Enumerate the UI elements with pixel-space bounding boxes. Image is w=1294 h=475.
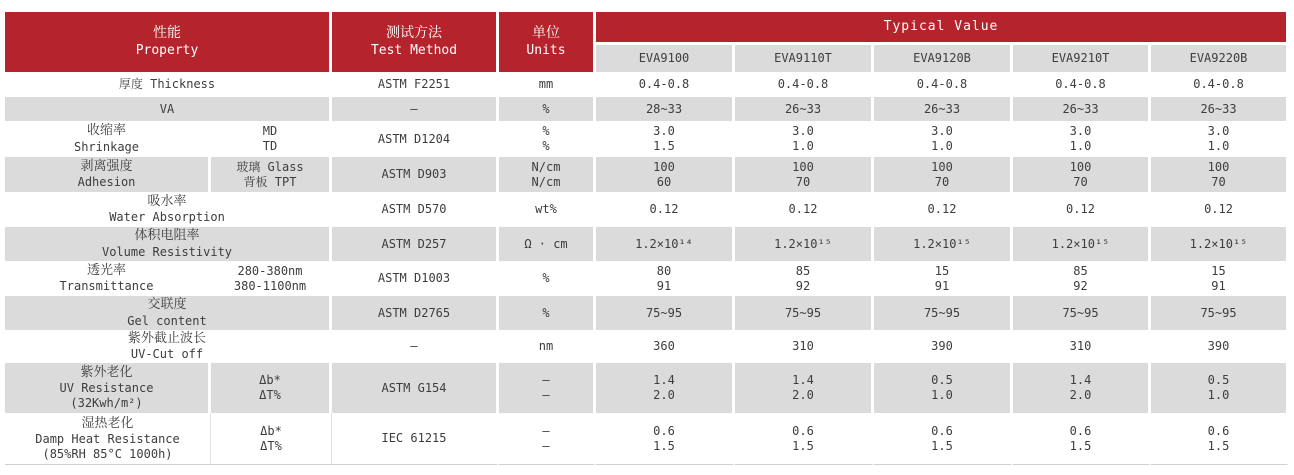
cell-line: ASTM D570 (381, 202, 447, 216)
value-cell (1013, 121, 1151, 157)
value-cell (735, 157, 874, 192)
cell-line: – (542, 423, 550, 438)
col-header-units (499, 12, 596, 72)
value-cell (1151, 330, 1289, 363)
cell-line: 360 (653, 339, 675, 354)
cell-line: 85 (1073, 263, 1088, 278)
cell-line: Gel content (127, 313, 207, 328)
cell-line: 收缩率 (86, 123, 126, 139)
cell-line: 2.0 (792, 388, 814, 403)
spec-table (5, 12, 1289, 465)
value-cell (596, 413, 735, 465)
col-header-product: EVA9220B (1151, 45, 1289, 72)
cell-line: 100 (1207, 159, 1230, 174)
cell-line: 1.4 (792, 373, 814, 388)
value-cell (1151, 227, 1289, 261)
cell-line: 1.4 (653, 373, 675, 388)
cell-line: 75~95 (784, 305, 822, 320)
cell-line: 100 (1069, 159, 1092, 174)
test-method-cell (332, 261, 499, 296)
table-row (5, 121, 1289, 157)
cell-line: 100 (653, 159, 675, 174)
cell-line: 0.12 (649, 202, 679, 216)
value-cell (874, 261, 1013, 296)
cell-line: 1.5 (1207, 438, 1230, 453)
value-cell (1013, 192, 1151, 227)
cell-line: (32Kwh/m²) (70, 396, 143, 411)
cell-line: 厚度 Thickness (118, 77, 216, 91)
cell-line: 85 (795, 263, 811, 278)
units-cell (499, 192, 596, 227)
units-header-en: Units (526, 42, 566, 58)
cell-line: 70 (934, 174, 950, 189)
cell-line: 1.0 (792, 139, 814, 153)
cell-line: 70 (795, 174, 811, 189)
cell-line: 100 (931, 159, 953, 174)
value-cell (735, 192, 874, 227)
cell-line: 1.5 (931, 438, 953, 453)
cell-line: 吸水率 (147, 193, 187, 209)
cell-line: 1.5 (653, 438, 675, 453)
cell-line: UV Resistance (59, 381, 154, 396)
cell-line: MD (262, 124, 278, 138)
property-cell (5, 121, 211, 157)
cell-line: 100 (792, 159, 814, 174)
cell-line: 1.0 (1207, 139, 1230, 153)
cell-line: TD (262, 139, 278, 153)
value-cell (874, 97, 1013, 121)
property-cell (5, 363, 211, 413)
cell-line: 280-380nm (237, 263, 303, 278)
cell-line: Shrinkage (73, 139, 140, 154)
cell-line: 1.4 (1069, 373, 1092, 388)
cell-line: 1.2×10¹⁵ (913, 236, 971, 251)
col-header-product: EVA9100 (596, 45, 735, 72)
cell-line: ASTM F2251 (377, 77, 451, 91)
units-cell (499, 157, 596, 192)
cell-line: 1.0 (931, 139, 953, 153)
units-cell (499, 227, 596, 261)
property-cell (5, 261, 211, 296)
cell-line: – (542, 438, 550, 453)
test-method-cell (332, 363, 499, 413)
cell-line: 92 (1073, 278, 1088, 293)
table-row (5, 72, 1289, 97)
header-row-main (5, 12, 1289, 45)
cell-line: N/cm (531, 174, 561, 189)
cell-line: 26~33 (1200, 101, 1237, 116)
cell-line: 0.4-0.8 (638, 77, 690, 91)
property-cell (5, 413, 211, 465)
cell-line: 390 (931, 339, 953, 354)
test-method-header-en: Test Method (370, 42, 458, 58)
value-cell (1013, 227, 1151, 261)
cell-line: 3.0 (792, 124, 814, 138)
value-cell (596, 192, 735, 227)
cell-line: 380-1100nm (233, 278, 307, 293)
cell-line: (85%RH 85°C 1000h) (42, 446, 173, 461)
value-cell (1013, 363, 1151, 413)
cell-line: 玻璃 Glass (236, 159, 304, 174)
value-cell (1013, 296, 1151, 330)
property-cell (5, 72, 332, 97)
value-cell (596, 261, 735, 296)
property-cell (5, 296, 332, 330)
cell-line: 75~95 (923, 305, 961, 320)
value-cell (596, 72, 735, 97)
units-cell (499, 121, 596, 157)
value-cell (874, 363, 1013, 413)
value-cell (596, 330, 735, 363)
cell-line: 70 (1073, 174, 1088, 189)
value-cell (874, 192, 1013, 227)
cell-line: UV-Cut off (130, 347, 204, 362)
value-cell (735, 363, 874, 413)
test-method-cell (332, 296, 499, 330)
cell-line: 0.6 (653, 423, 675, 438)
cell-line: Damp Heat Resistance (35, 431, 180, 446)
value-cell (1151, 363, 1289, 413)
cell-line: ASTM D1204 (377, 131, 451, 146)
cell-line: 0.12 (927, 202, 957, 216)
cell-line: 91 (656, 278, 672, 293)
units-cell (499, 296, 596, 330)
value-cell (1151, 97, 1289, 121)
cell-line: 3.0 (931, 124, 953, 138)
cell-line: Volume Resistivity (101, 244, 233, 259)
cell-line: 1.5 (1069, 438, 1092, 453)
table-row (5, 157, 1289, 192)
property-cell (5, 330, 332, 363)
cell-line: – (542, 388, 550, 403)
cell-line: 0.6 (1207, 423, 1230, 438)
cell-line: Δb* (260, 423, 282, 438)
cell-line: 1.0 (1207, 388, 1230, 403)
value-cell (735, 261, 874, 296)
test-method-cell (332, 227, 499, 261)
cell-line: mm (538, 77, 554, 91)
cell-line: – (410, 339, 418, 354)
cell-line: 92 (795, 278, 811, 293)
cell-line: 26~33 (1062, 101, 1099, 116)
test-method-cell (332, 97, 499, 121)
table-row (5, 296, 1289, 330)
cell-line: 透光率 (86, 262, 126, 278)
cell-line: 0.6 (931, 423, 953, 438)
table-body (5, 72, 1289, 465)
table-row (5, 261, 1289, 296)
value-cell (1013, 261, 1151, 296)
cell-line: 310 (792, 339, 814, 354)
col-header-product: EVA9110T (735, 45, 874, 72)
col-header-typical-value: Typical Value (596, 12, 1289, 45)
cell-line: % (542, 271, 550, 285)
table-row (5, 192, 1289, 227)
cell-line: 2.0 (653, 388, 675, 403)
cell-line: Δb* (259, 373, 281, 388)
cell-line: 0.5 (931, 373, 953, 388)
cell-line: 0.12 (1204, 202, 1233, 216)
cell-line: 体积电阻率 (134, 228, 200, 244)
value-cell (596, 296, 735, 330)
value-cell (1151, 72, 1289, 97)
test-method-cell (332, 413, 499, 465)
cell-line: 1.2×10¹⁵ (774, 236, 832, 251)
cell-line: 75~95 (1062, 305, 1099, 320)
sub-property-cell (211, 413, 332, 465)
value-cell (735, 97, 874, 121)
cell-line: 91 (934, 278, 950, 293)
sub-property-cell (211, 261, 332, 296)
cell-line: 75~95 (1200, 305, 1237, 320)
cell-line: N/cm (531, 159, 561, 174)
sub-property-cell (211, 363, 332, 413)
cell-line: nm (538, 339, 554, 354)
cell-line: 0.4-0.8 (916, 77, 968, 91)
property-header-en: Property (135, 42, 199, 58)
test-method-cell (332, 330, 499, 363)
value-cell (874, 121, 1013, 157)
cell-line: 0.12 (788, 202, 818, 216)
value-cell (735, 330, 874, 363)
value-cell (596, 121, 735, 157)
cell-line: 26~33 (923, 101, 961, 116)
value-cell (874, 157, 1013, 192)
test-method-cell (332, 72, 499, 97)
cell-line: 75~95 (645, 305, 683, 320)
property-header-zh: 性能 (153, 25, 181, 42)
cell-line: % (542, 124, 550, 138)
table-row (5, 413, 1289, 465)
value-cell (735, 72, 874, 97)
sub-property-cell (211, 157, 332, 192)
cell-line: ASTM D903 (381, 167, 447, 181)
cell-line: 390 (1207, 339, 1230, 354)
value-cell (874, 296, 1013, 330)
value-cell (596, 157, 735, 192)
units-cell (499, 72, 596, 97)
units-cell (499, 330, 596, 363)
cell-line: 剥离强度 (80, 158, 133, 174)
test-method-cell (332, 121, 499, 157)
cell-line: – (542, 373, 550, 388)
units-cell (499, 261, 596, 296)
cell-line: 2.0 (1069, 388, 1092, 403)
cell-line: 0.4-0.8 (1193, 77, 1244, 91)
cell-line: ASTM D1003 (377, 271, 451, 285)
value-cell (596, 227, 735, 261)
cell-line: 1.0 (931, 388, 953, 403)
cell-line: 0.5 (1207, 373, 1230, 388)
test-method-cell (332, 192, 499, 227)
value-cell (735, 296, 874, 330)
cell-line: 1.2×10¹⁴ (635, 236, 693, 251)
cell-line: 1.0 (1069, 139, 1092, 153)
value-cell (1151, 121, 1289, 157)
cell-line: 310 (1069, 339, 1092, 354)
cell-line: ΔT% (259, 388, 281, 403)
value-cell (735, 227, 874, 261)
value-cell (1151, 296, 1289, 330)
value-cell (1013, 330, 1151, 363)
cell-line: 60 (656, 174, 672, 189)
value-cell (1151, 261, 1289, 296)
value-cell (1151, 413, 1289, 465)
units-header-zh: 单位 (532, 25, 560, 42)
sub-property-cell (211, 121, 332, 157)
cell-line: 70 (1211, 174, 1226, 189)
value-cell (874, 72, 1013, 97)
cell-line: 15 (1211, 263, 1226, 278)
cell-line: 0.6 (792, 423, 814, 438)
value-cell (735, 413, 874, 465)
col-header-product: EVA9120B (874, 45, 1013, 72)
col-header-test-method (332, 12, 499, 72)
cell-line: % (542, 305, 550, 320)
cell-line: 3.0 (653, 124, 675, 138)
property-cell (5, 192, 332, 227)
value-cell (1013, 157, 1151, 192)
test-method-header-zh: 测试方法 (386, 25, 442, 42)
cell-line: Ω · cm (524, 236, 568, 251)
units-cell (499, 413, 596, 465)
value-cell (1151, 157, 1289, 192)
value-cell (596, 363, 735, 413)
property-cell (5, 227, 332, 261)
cell-line: VA (159, 101, 175, 116)
cell-line: Water Absorption (109, 210, 225, 225)
value-cell (1013, 97, 1151, 121)
cell-line: 湿热老化 (81, 415, 134, 431)
table-header (5, 12, 1289, 72)
cell-line: 80 (656, 263, 672, 278)
cell-line: Transmittance (59, 279, 154, 294)
value-cell (1013, 413, 1151, 465)
cell-line: % (542, 139, 550, 153)
value-cell (1151, 192, 1289, 227)
cell-line: 28~33 (645, 101, 683, 116)
cell-line: 26~33 (784, 101, 822, 116)
cell-line: 背板 TPT (243, 174, 297, 189)
cell-line: IEC 61215 (381, 431, 447, 446)
table-row (5, 227, 1289, 261)
cell-line: 紫外截止波长 (127, 331, 206, 346)
cell-line: 15 (934, 263, 950, 278)
cell-line: 3.0 (1207, 124, 1230, 138)
cell-line: 1.5 (792, 438, 814, 453)
cell-line: wt% (535, 202, 557, 216)
cell-line: Adhesion (77, 175, 136, 190)
cell-line: 3.0 (1069, 124, 1092, 138)
cell-line: 交联度 (147, 297, 187, 313)
cell-line: 0.6 (1069, 423, 1092, 438)
cell-line: ASTM D257 (381, 236, 447, 251)
cell-line: 91 (1211, 278, 1226, 293)
cell-line: 1.2×10¹⁵ (1051, 236, 1110, 251)
cell-line: 0.4-0.8 (777, 77, 829, 91)
value-cell (596, 97, 735, 121)
test-method-cell (332, 157, 499, 192)
value-cell (1013, 72, 1151, 97)
cell-line: ASTM D2765 (377, 305, 451, 320)
col-header-property (5, 12, 332, 72)
cell-line: ASTM G154 (381, 380, 447, 395)
table-row (5, 97, 1289, 121)
property-cell (5, 157, 211, 192)
cell-line: 紫外老化 (80, 365, 133, 381)
cell-line: – (410, 101, 418, 116)
cell-line: 0.12 (1066, 202, 1095, 216)
cell-line: 1.2×10¹⁵ (1189, 236, 1248, 251)
cell-line: % (542, 101, 550, 116)
property-cell (5, 97, 332, 121)
units-cell (499, 363, 596, 413)
cell-line: ΔT% (260, 438, 282, 453)
units-cell (499, 97, 596, 121)
table-row (5, 363, 1289, 413)
cell-line: 1.5 (653, 139, 675, 153)
cell-line: 0.4-0.8 (1055, 77, 1106, 91)
value-cell (874, 413, 1013, 465)
table-row (5, 330, 1289, 363)
col-header-product: EVA9210T (1013, 45, 1151, 72)
value-cell (735, 121, 874, 157)
value-cell (874, 227, 1013, 261)
value-cell (874, 330, 1013, 363)
